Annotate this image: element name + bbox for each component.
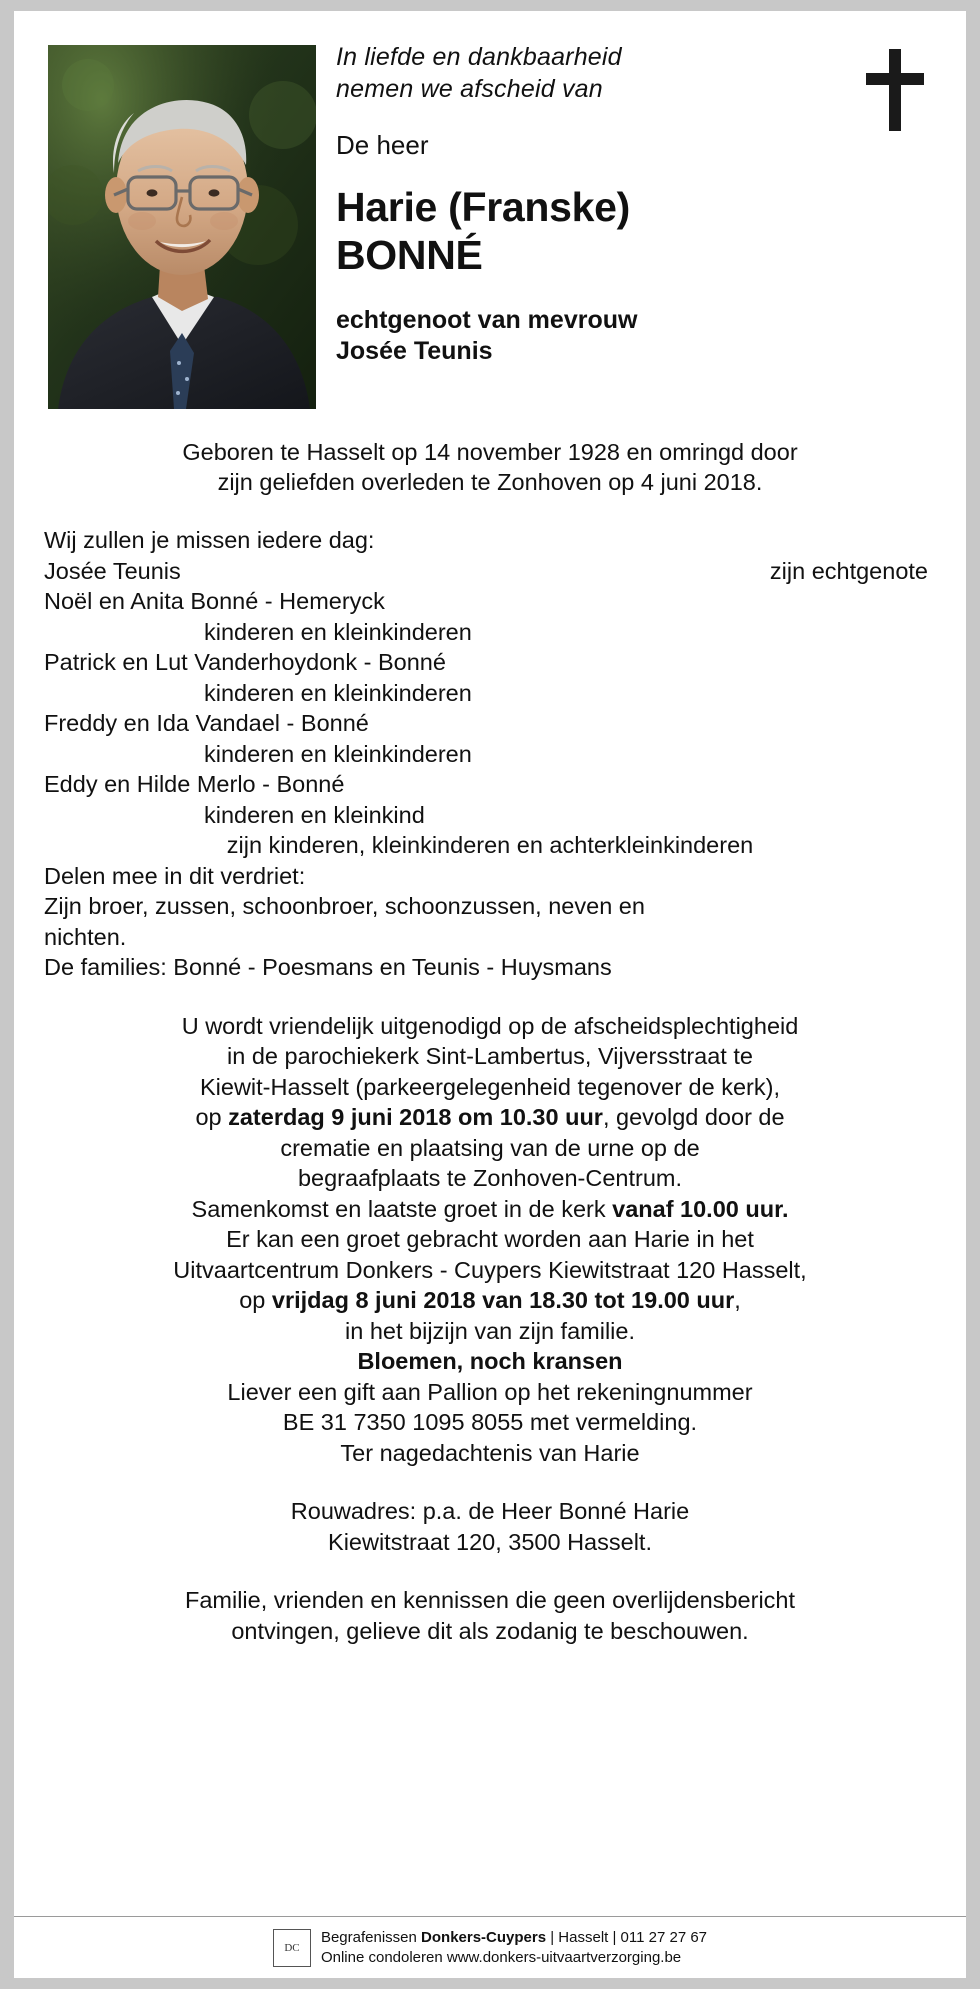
family-block	[44, 525, 936, 983]
family-entry-relation: kinderen en kleinkinderen	[204, 618, 472, 645]
donation-line-1: Liever een gift aan Pallion op het rekeningnummer	[227, 1378, 753, 1405]
mourning-address-line-2: Kiewitstraat 120, 3500 Hasselt.	[328, 1528, 652, 1555]
mourning-address-line-1: Rouwadres: p.a. de Heer Bonné Harie	[290, 1498, 690, 1524]
family-entry	[44, 647, 936, 708]
family-entry-name: Noël en Anita Bonné - Hemeryck	[44, 588, 385, 614]
spouse-line-1: echtgenoot van mevrouw	[336, 306, 638, 334]
family-entry	[44, 586, 936, 647]
portrait-photo	[48, 45, 316, 409]
family-entry-name: Patrick en Lut Vanderhoydonk - Bonné	[44, 649, 446, 675]
sorrow-heading: Delen mee in dit verdriet:	[44, 862, 306, 889]
intro-text	[336, 41, 836, 105]
birth-line-1: Geboren te Hasselt op 14 november 1928 en omringd door	[182, 439, 798, 465]
family-entry-relation: zijn echtgenote	[769, 557, 928, 584]
portrait-image	[48, 45, 316, 409]
ceremony-line-7-pre: Samenkomst en laatste groet in de kerk	[191, 1195, 613, 1222]
funeral-home-logo: DC	[273, 1929, 311, 1967]
mourning-address	[44, 1496, 936, 1557]
notice-line-1: Familie, vrienden en kennissen die geen overlijdensbericht	[184, 1587, 796, 1613]
card-footer	[14, 1916, 966, 1978]
cross-icon	[866, 49, 924, 131]
general-notice	[44, 1585, 936, 1646]
family-entry	[44, 769, 936, 830]
deceased-name-line-2: BONNÉ	[336, 232, 483, 278]
ceremony-line-10	[44, 1285, 936, 1316]
ceremony-block	[44, 1011, 936, 1469]
donation-account: BE 31 7350 1095 8055 met vermelding.	[282, 1409, 698, 1435]
no-flowers-note	[44, 1346, 936, 1377]
ceremony-line-8: Er kan een groet gebracht worden aan Harie in het	[226, 1226, 754, 1252]
footer-line-1	[321, 1928, 707, 1948]
ceremony-line-10-post: ,	[734, 1287, 741, 1313]
no-flowers-text: Bloemen, noch kransen	[357, 1348, 623, 1374]
intro-line-1: In liefde en dankbaarheid	[336, 43, 622, 71]
footer-line-2: Online condoleren www.donkers-uitvaartverzorging.be	[320, 1948, 682, 1966]
family-entry-name: Josée Teunis	[44, 557, 181, 584]
family-entry	[44, 708, 936, 769]
deceased-name-line-1: Harie (Franske)	[336, 184, 631, 230]
ceremony-line-9: Uitvaartcentrum Donkers - Cuypers Kiewitstraat 120 Hasselt,	[173, 1256, 807, 1283]
funeral-home-name: Donkers-Cuypers	[421, 1928, 547, 1946]
gathering-time: vanaf 10.00 uur.	[612, 1195, 789, 1222]
ceremony-line-2: in de parochiekerk Sint-Lambertus, Vijversstraat te	[227, 1043, 753, 1069]
deceased-name	[336, 183, 836, 279]
salutation: De heer	[336, 130, 429, 160]
spouse-line-2: Josée Teunis	[336, 337, 493, 365]
ceremony-line-4	[44, 1102, 936, 1133]
ceremony-line-1: U wordt vriendelijk uitgenodigd op de afscheidsplechtigheid	[181, 1012, 799, 1039]
family-entry-relation: kinderen en kleinkinderen	[204, 679, 472, 706]
sorrow-line-1: Zijn broer, zussen, schoonbroer, schoonzussen, neven en	[44, 893, 645, 919]
ceremony-line-10-pre: op	[239, 1287, 272, 1313]
ceremony-line-11: in het bijzijn van zijn familie.	[345, 1317, 635, 1344]
card-header	[14, 11, 966, 431]
ceremony-line-4-post: , gevolgd door de	[602, 1104, 785, 1130]
birth-line-2: zijn geliefden overleden te Zonhoven op 4 juni 2018.	[217, 469, 763, 495]
ceremony-line-7	[44, 1194, 936, 1225]
families-line: De families: Bonné - Poesmans en Teunis - Huysmans	[44, 954, 612, 980]
family-heading: Wij zullen je missen iedere dag:	[44, 527, 375, 553]
intro-line-2: nemen we afscheid van	[336, 75, 603, 103]
sorrow-line-2: nichten.	[44, 923, 127, 950]
ceremony-line-3: Kiewit-Hasselt (parkeergelegenheid tegenover de kerk),	[200, 1073, 780, 1100]
footer-text	[321, 1928, 707, 1968]
card-body	[14, 437, 966, 1646]
ceremony-line-5: crematie en plaatsing van de urne op de	[280, 1134, 700, 1161]
spouse-info	[336, 305, 836, 367]
obituary-card	[14, 11, 966, 1978]
family-entry-relation: kinderen en kleinkind	[204, 801, 425, 828]
family-entry	[44, 556, 936, 587]
footer-line-1-post: | Hasselt | 011 27 27 67	[546, 1928, 708, 1946]
family-entry-name: Eddy en Hilde Merlo - Bonné	[44, 771, 345, 797]
family-entry-relation: kinderen en kleinkinderen	[204, 740, 472, 767]
header-text	[336, 41, 836, 367]
notice-line-2: ontvingen, gelieve dit als zodanig te beschouwen.	[231, 1617, 749, 1644]
memorial-line: Ter nagedachtenis van Harie	[340, 1439, 640, 1466]
footer-line-1-pre: Begrafenissen	[320, 1928, 422, 1946]
ceremony-line-4-pre: op	[195, 1104, 229, 1130]
family-entry-name: Freddy en Ida Vandael - Bonné	[44, 710, 369, 736]
descendants-line: zijn kinderen, kleinkinderen en achterkleinkinderen	[226, 832, 754, 858]
visitation-date-time: vrijdag 8 juni 2018 van 18.30 tot 19.00 uur	[271, 1287, 735, 1313]
ceremony-date-time: zaterdag 9 juni 2018 om 10.30 uur	[228, 1104, 603, 1130]
birth-death-info	[44, 437, 936, 497]
ceremony-line-6: begraafplaats te Zonhoven-Centrum.	[297, 1165, 683, 1191]
